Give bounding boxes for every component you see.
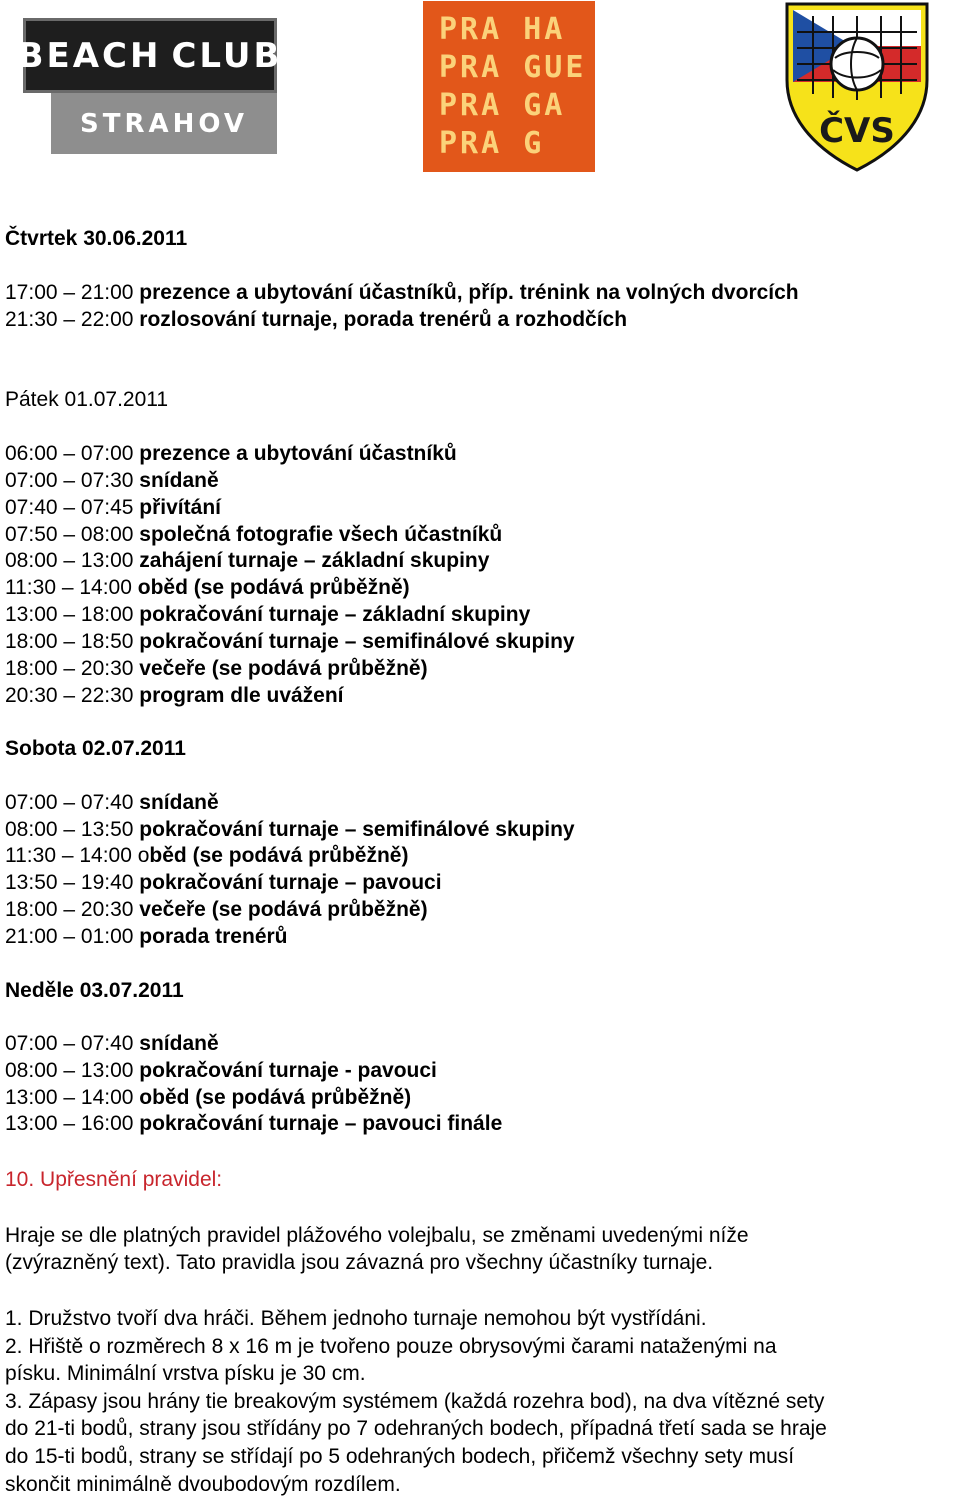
rule-3-line: skončit minimálně dvoubodovým rozdílem. [5,1473,401,1496]
schedule-item: 18:00 – 18:50 pokračování turnaje – semifinálové skupiny [5,630,575,653]
day-heading: Neděle 03.07.2011 [5,979,184,1002]
rules-intro-line: (zvýrazněný text). Tato pravidla jsou závazná pro všechny účastníky turnaje. [5,1251,714,1274]
rule-3-line: do 21-ti bodů, strany jsou střídány po 7 odehraných bodech, případná třetí sada se hraje [5,1417,827,1440]
schedule-item: 07:40 – 07:45 přivítání [5,496,221,519]
day-heading: Čtvrtek 30.06.2011 [5,227,188,250]
schedule-item: 08:00 – 13:00 pokračování turnaje - pavouci [5,1059,437,1082]
logo-word-beach: BEACH [17,35,162,76]
logo-word-club: CLUB [171,35,283,76]
day-heading: Sobota 02.07.2011 [5,737,186,760]
praha-logo-row: PRA GA [439,88,566,123]
praha-logo-row: PRA HA [439,12,566,47]
schedule-item: 21:00 – 01:00 porada trenérů [5,925,288,948]
rules-intro-line: Hraje se dle platných pravidel plážového volejbalu, se změnami uvedenými níže [5,1224,749,1247]
beach-club-strahov-logo [17,18,283,154]
schedule-item: 21:30 – 22:00 rozlosování turnaje, porada trenérů a rozhodčích [5,308,628,331]
header-logos [0,0,960,180]
schedule-item: 11:30 – 14:00 oběd (se podává průběžně) [5,576,410,599]
schedule-item: 07:00 – 07:40 snídaně [5,1032,219,1055]
schedule-item: 08:00 – 13:00 zahájení turnaje – základní skupiny [5,549,490,572]
schedule-item: 08:00 – 13:50 pokračování turnaje – semifinálové skupiny [5,818,575,841]
rules-heading: 10. Upřesnění pravidel: [5,1168,223,1191]
schedule-item: 13:00 – 14:00 oběd (se podává průběžně) [5,1086,412,1109]
schedule-item: 17:00 – 21:00 prezence a ubytování účastníků, příp. trénink na volných dvorcích [5,281,799,304]
praha-logo [423,1,595,172]
rule-2-line: písku. Minimální vrstva písku je 30 cm. [5,1362,366,1385]
praha-logo-row: PRA G [439,126,545,161]
cvs-logo-text: ČVS [819,111,895,151]
rule-3-line: 3. Zápasy jsou hrány tie breakovým systémem (každá rozehra bod), na dva vítězné sety [5,1390,825,1413]
schedule-item: 18:00 – 20:30 večeře (se podává průběžně) [5,657,428,680]
praha-logo-row: PRA GUE [439,50,587,85]
schedule-item: 11:30 – 14:00 oběd (se podává průběžně) [5,844,409,867]
schedule-item: 20:30 – 22:30 program dle uvážení [5,684,344,707]
cvs-shield-logo [783,2,931,172]
rule-3-line: do 15-ti bodů, strany se střídají po 5 odehraných bodech, přičemž všechny sety musí [5,1445,795,1468]
schedule-item: 13:00 – 18:00 pokračování turnaje – základní skupiny [5,603,531,626]
rule-1: 1. Družstvo tvoří dva hráči. Během jednoho turnaje nemohou být vystřídáni. [5,1307,707,1330]
logo-word-strahov: STRAHOV [80,108,248,139]
schedule-item: 07:00 – 07:30 snídaně [5,469,219,492]
schedule-item: 07:50 – 08:00 společná fotografie všech účastníků [5,523,503,546]
schedule-item: 13:50 – 19:40 pokračování turnaje – pavouci [5,871,442,894]
schedule-item: 06:00 – 07:00 prezence a ubytování účastníků [5,442,457,465]
schedule-item: 18:00 – 20:30 večeře (se podává průběžně) [5,898,428,921]
rule-2-line: 2. Hřiště o rozměrech 8 x 16 m je tvořeno pouze obrysovými čarami nataženými na [5,1335,777,1358]
schedule-item: 07:00 – 07:40 snídaně [5,791,219,814]
schedule-item: 13:00 – 16:00 pokračování turnaje – pavouci finále [5,1112,503,1135]
day-heading: Pátek 01.07.2011 [5,388,169,411]
